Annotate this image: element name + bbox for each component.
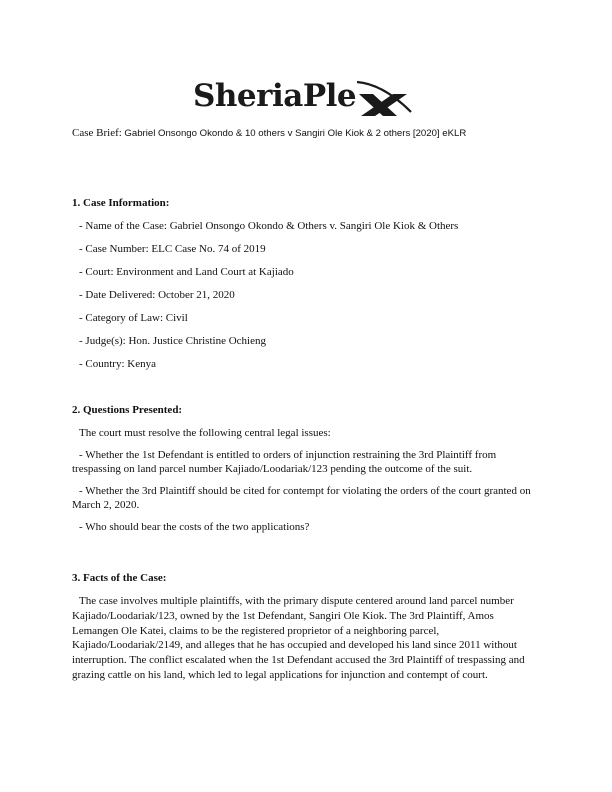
document-content (72, 196, 542, 681)
section-questions-presented (72, 403, 542, 542)
section-facts (72, 571, 542, 683)
info-date-delivered: - Date Delivered: October 21, 2020 (79, 289, 235, 301)
section-heading: 2. Questions Presented: (72, 404, 183, 416)
question-item: - Whether the 3rd Plaintiff should be cited for contempt for violating the orders of the court granted on March 2, 2020. (72, 485, 531, 511)
question-item: - Who should bear the costs of the two applications? (79, 521, 310, 533)
case-brief-line (72, 127, 466, 139)
info-country: - Country: Kenya (79, 358, 156, 370)
facts-paragraph: The case involves multiple plaintiffs, with the primary dispute centered around land parcel number Kajiado/Loodariak/123, owned by the 1st Defendant, Sangiri Ole Kiok. The 3rd Plaintiff, Amos Lemangen Ole Katei, claims to be the registered proprietor of a neighboring parcel, Kajiado/Loodariak/2149, and alleges that he has occupied and developed his land since 2011 without interruption. The conflict escalated when the 1st Defendant accused the 3rd Plaintiff of trespassing and grazing cattle on his land, which led to legal applications for injunction and contempt of court. (72, 595, 525, 681)
sheriaplex-logo (193, 76, 423, 122)
info-court: - Court: Environment and Land Court at Kajiado (79, 266, 294, 278)
case-brief-title: Gabriel Onsongo Okondo & 10 others v Sangiri Ole Kiok & 2 others [2020] eKLR (124, 128, 467, 139)
info-case-name: - Name of the Case: Gabriel Onsongo Okondo & Others v. Sangiri Ole Kiok & Others (79, 220, 459, 232)
question-item: - Whether the 1st Defendant is entitled to orders of injunction restraining the 3rd Plaintiff from trespassing on land parcel number Kajiado/Loodariak/123 pending the outcome of the suit. (72, 449, 497, 475)
section-heading: 1. Case Information: (72, 197, 170, 209)
section-case-information (72, 196, 542, 371)
x-swoosh-icon (353, 78, 415, 118)
section-heading: 3. Facts of the Case: (72, 572, 167, 584)
info-case-number: - Case Number: ELC Case No. 74 of 2019 (79, 243, 266, 255)
info-judges: - Judge(s): Hon. Justice Christine Ochieng (79, 335, 266, 347)
logo-wordmark: SheriaPle (193, 78, 357, 114)
case-brief-label: Case Brief: (72, 127, 122, 139)
info-category: - Category of Law: Civil (79, 312, 188, 324)
questions-intro: The court must resolve the following central legal issues: (79, 427, 331, 439)
